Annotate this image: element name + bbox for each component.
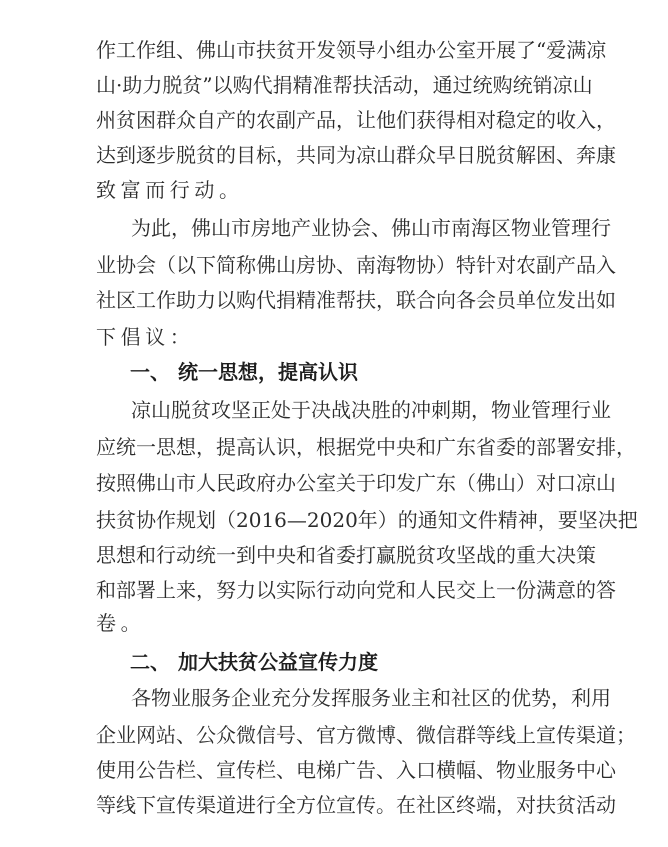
body-text-line: 作工作组、佛山市扶贫开发领导小组办公室开展了“爱满凉	[96, 38, 607, 62]
body-text-line: 为此，佛山市房地产业协会、佛山市南海区物业管理行	[131, 216, 611, 240]
body-text-line: 各物业服务企业充分发挥服务业主和社区的优势，利用	[131, 686, 611, 710]
body-text-line: 企业网站、公众微信号、官方微博、微信群等线上宣传渠道；	[96, 723, 636, 747]
section-number: 一、	[130, 360, 170, 384]
body-text-line: 使用公告栏、宣传栏、电梯广告、入口横幅、物业服务中心	[96, 758, 616, 782]
body-text-line: 卷。	[96, 611, 146, 635]
body-text-line: 下倡议：	[96, 325, 195, 349]
body-text-line: 思想和行动统一到中央和省委打赢脱贫攻坚战的重大决策	[96, 543, 596, 567]
body-text-line: 等线下宣传渠道进行全方位宣传。在社区终端，对扶贫活动	[96, 793, 616, 817]
body-text-line: 凉山脱贫攻坚正处于决战决胜的冲刺期，物业管理行业	[131, 398, 611, 422]
section-title: 加大扶贫公益宣传力度	[178, 650, 378, 674]
section-heading-2	[130, 647, 378, 677]
body-text-line: 业协会（以下简称佛山房协、南海物协）特针对农副产品入	[96, 253, 616, 277]
body-text-line: 按照佛山市人民政府办公室关于印发广东（佛山）对口凉山	[96, 471, 616, 495]
section-heading-1	[130, 357, 358, 387]
section-title: 统一思想，提高认识	[178, 360, 358, 384]
body-text-line: 山·助力脱贫”以购代捐精准帮扶活动，通过统购统销凉山	[96, 73, 593, 97]
body-text-line: 致富而行动。	[96, 178, 244, 202]
body-text-line: 应统一思想，提高认识，根据党中央和广东省委的部署安排，	[96, 435, 636, 459]
body-text-line: 社区工作助力以购代捐精准帮扶，联合向各会员单位发出如	[96, 288, 616, 312]
body-text-line: 达到逐步脱贫的目标，共同为凉山群众早日脱贫解困、奔康	[96, 143, 616, 167]
body-text-line: 扶贫协作规划（2016—2020年）的通知文件精神，要坚决把	[96, 508, 638, 532]
body-text-line: 州贫困群众自产的农副产品，让他们获得相对稳定的收入，	[96, 108, 616, 132]
section-number: 二、	[130, 650, 170, 674]
body-text-line: 和部署上来，努力以实际行动向党和人民交上一份满意的答	[96, 578, 616, 602]
